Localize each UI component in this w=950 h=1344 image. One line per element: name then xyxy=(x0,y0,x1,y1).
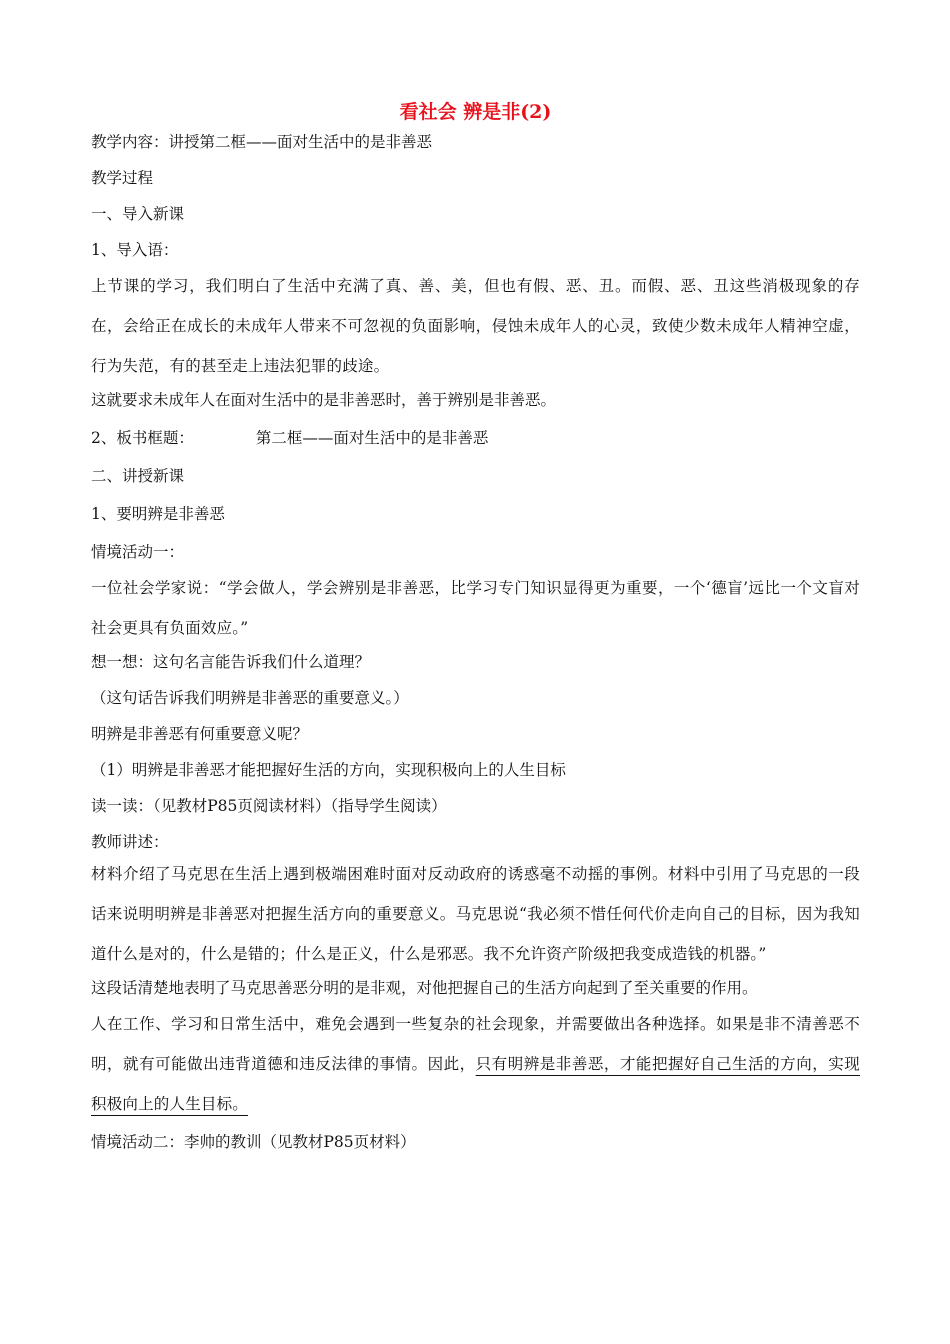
point-one: （1）明辨是非善恶才能把握好生活的方向，实现积极向上的人生目标 xyxy=(91,761,566,779)
board-title-value: 第二框——面对生活中的是非善恶 xyxy=(255,429,489,447)
underlined-conclusion: 只有明辨是非善恶，才能把握好自己生活的方向，实现积极向上的人生目标。 xyxy=(91,1055,860,1113)
board-title-line xyxy=(91,428,860,448)
choices-text: 人在工作、学习和日常生活中，难免会遇到一些复杂的社会现象，并需要做出各种选择。如果是非不清善恶不明，就有可能做出违背道德和违反法律的事情。因此， xyxy=(91,1015,860,1073)
subsection-heading: 1、要明辨是非善恶 xyxy=(91,505,225,523)
think-answer: （这句话告诉我们明辨是非善恶的重要意义。） xyxy=(91,689,409,707)
board-title-label: 2、板书框题： xyxy=(91,429,194,447)
choices-paragraph xyxy=(91,1004,860,1124)
marx-conclusion-line: 这段话清楚地表明了马克思善恶分明的是非观，对他把握自己的生活方向起到了至关重要的作用。 xyxy=(91,979,758,997)
teaching-process-heading: 教学过程 xyxy=(91,169,154,187)
activity-two-label: 情境活动二：李帅的教训（见教材P85页材料） xyxy=(91,1133,416,1151)
think-question: 想一想：这句名言能告诉我们什么道理？ xyxy=(91,653,371,671)
reading-instruction: 读一读：（见教材P85页阅读材料）（指导学生阅读） xyxy=(91,797,447,815)
requirement-line: 这就要求未成年人在面对生活中的是非善恶时，善于辨别是非善恶。 xyxy=(91,391,557,409)
intro-paragraph: 上节课的学习，我们明白了生活中充满了真、善、美，但也有假、恶、丑。而假、恶、丑这些消极现象的存在，会给正在成长的未成年人带来不可忽视的负面影响，侵蚀未成年人的心灵，致使少数未成年人精神空虚，行为失范，有的甚至走上违法犯罪的歧途。 xyxy=(91,277,860,375)
section-two-heading: 二、讲授新课 xyxy=(91,467,185,485)
marx-material-paragraph: 材料介绍了马克思在生活上遇到极端困难时面对反动政府的诱惑毫不动摇的事例。材料中引用了马克思的一段话来说明明辨是非善恶对把握生活方向的重要意义。马克思说“我必须不惜任何代价走向自己的目标，因为我知道什么是对的，什么是错的；什么是正义，什么是邪恶。我不允许资产阶级把我变成造钱的机器。” xyxy=(91,865,860,963)
sociologist-quote-paragraph: 一位社会学家说：“学会做人，学会辨别是非善恶，比学习专门知识显得更为重要，一个‘德盲’远比一个文盲对社会更具有负面效应。” xyxy=(91,579,860,637)
teacher-narration-label: 教师讲述： xyxy=(91,833,169,851)
intro-label: 1、导入语： xyxy=(91,241,179,259)
section-one-heading: 一、导入新课 xyxy=(91,205,185,223)
document-title: 看社会 辨是非(2) xyxy=(399,101,552,123)
activity-one-label: 情境活动一： xyxy=(91,543,185,561)
significance-question: 明辨是非善恶有何重要意义呢？ xyxy=(91,725,309,743)
teaching-content-line: 教学内容：讲授第二框——面对生活中的是非善恶 xyxy=(91,133,433,151)
